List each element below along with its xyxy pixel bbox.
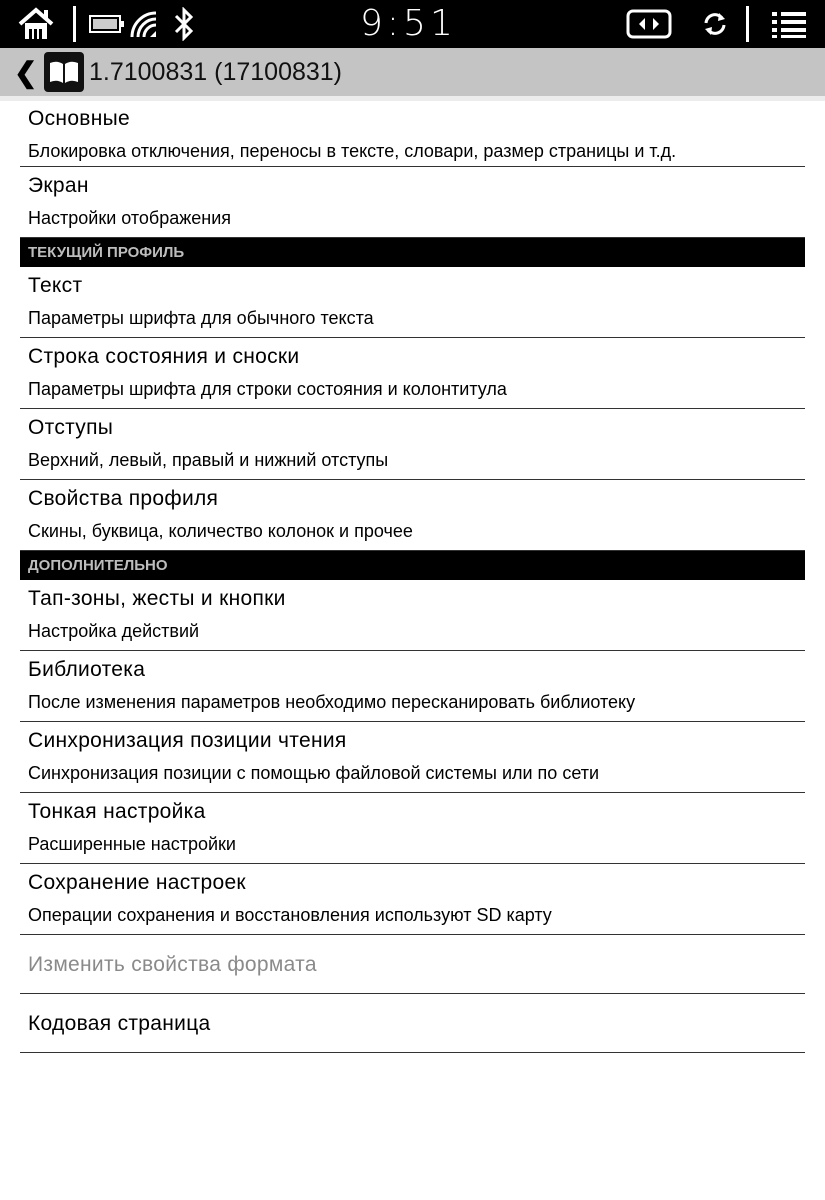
bluetooth-icon [170, 6, 198, 42]
app-book-icon[interactable] [44, 52, 84, 92]
back-chevron-icon[interactable]: ❮ [14, 56, 38, 88]
action-bar [0, 48, 825, 96]
refresh-icon[interactable] [700, 6, 730, 42]
settings-item[interactable] [20, 167, 805, 238]
home-icon[interactable] [16, 6, 56, 42]
settings-item[interactable] [20, 338, 805, 409]
settings-item-title: Отступы [28, 416, 114, 439]
settings-item-subtitle: Настройка действий [28, 621, 200, 641]
settings-item-title: Свойства профиля [28, 487, 219, 510]
section-header: ТЕКУЩИЙ ПРОФИЛЬ [20, 238, 805, 267]
menu-icon[interactable] [770, 6, 808, 42]
settings-item[interactable] [20, 101, 805, 167]
app-title: 1.7100831 (17100831) [89, 57, 343, 86]
settings-item-subtitle: Параметры шрифта для строки состояния и колонтитула [28, 379, 507, 399]
settings-item-subtitle: Операции сохранения и восстановления используют SD карту [28, 905, 552, 925]
section-header: ДОПОЛНИТЕЛЬНО [20, 551, 805, 580]
status-bar [0, 0, 825, 48]
settings-item[interactable] [20, 864, 805, 935]
settings-item-subtitle: Параметры шрифта для обычного текста [28, 308, 374, 328]
settings-item[interactable] [20, 994, 805, 1053]
clock: 9:51 [360, 3, 457, 44]
settings-item[interactable] [20, 722, 805, 793]
settings-item-subtitle: Синхронизация позиции с помощью файловой системы или по сети [28, 763, 600, 783]
settings-item[interactable] [20, 651, 805, 722]
settings-item-subtitle: Расширенные настройки [28, 834, 236, 854]
settings-item-subtitle: Настройки отображения [28, 208, 232, 228]
settings-item [20, 935, 805, 994]
wifi-icon [128, 6, 158, 42]
settings-item-title: Кодовая страница [28, 1012, 211, 1035]
battery-icon [89, 6, 125, 42]
rotate-screen-icon[interactable] [626, 6, 672, 42]
settings-item-title: Синхронизация позиции чтения [28, 729, 347, 752]
settings-item-title: Библиотека [28, 658, 146, 681]
settings-item-title: Строка состояния и сноски [28, 345, 300, 368]
settings-item-title: Экран [28, 174, 89, 197]
settings-item-subtitle: Блокировка отключения, переносы в тексте, словари, размер страницы и т.д. [28, 141, 677, 161]
settings-item[interactable] [20, 267, 805, 338]
settings-item-subtitle: После изменения параметров необходимо пересканировать библиотеку [28, 692, 636, 712]
settings-list [20, 101, 805, 1053]
settings-item-title: Изменить свойства формата [28, 953, 317, 976]
settings-item[interactable] [20, 793, 805, 864]
settings-item-subtitle: Верхний, левый, правый и нижний отступы [28, 450, 389, 470]
settings-item-title: Текст [28, 274, 83, 297]
settings-item[interactable] [20, 409, 805, 480]
settings-item-title: Основные [28, 107, 131, 130]
settings-item[interactable] [20, 480, 805, 551]
settings-item[interactable] [20, 580, 805, 651]
divider [746, 6, 749, 42]
settings-item-title: Тонкая настройка [28, 800, 206, 823]
divider [73, 6, 76, 42]
settings-item-subtitle: Скины, буквица, количество колонок и прочее [28, 521, 413, 541]
settings-item-title: Сохранение настроек [28, 871, 246, 894]
settings-item-title: Тап-зоны, жесты и кнопки [28, 587, 286, 610]
